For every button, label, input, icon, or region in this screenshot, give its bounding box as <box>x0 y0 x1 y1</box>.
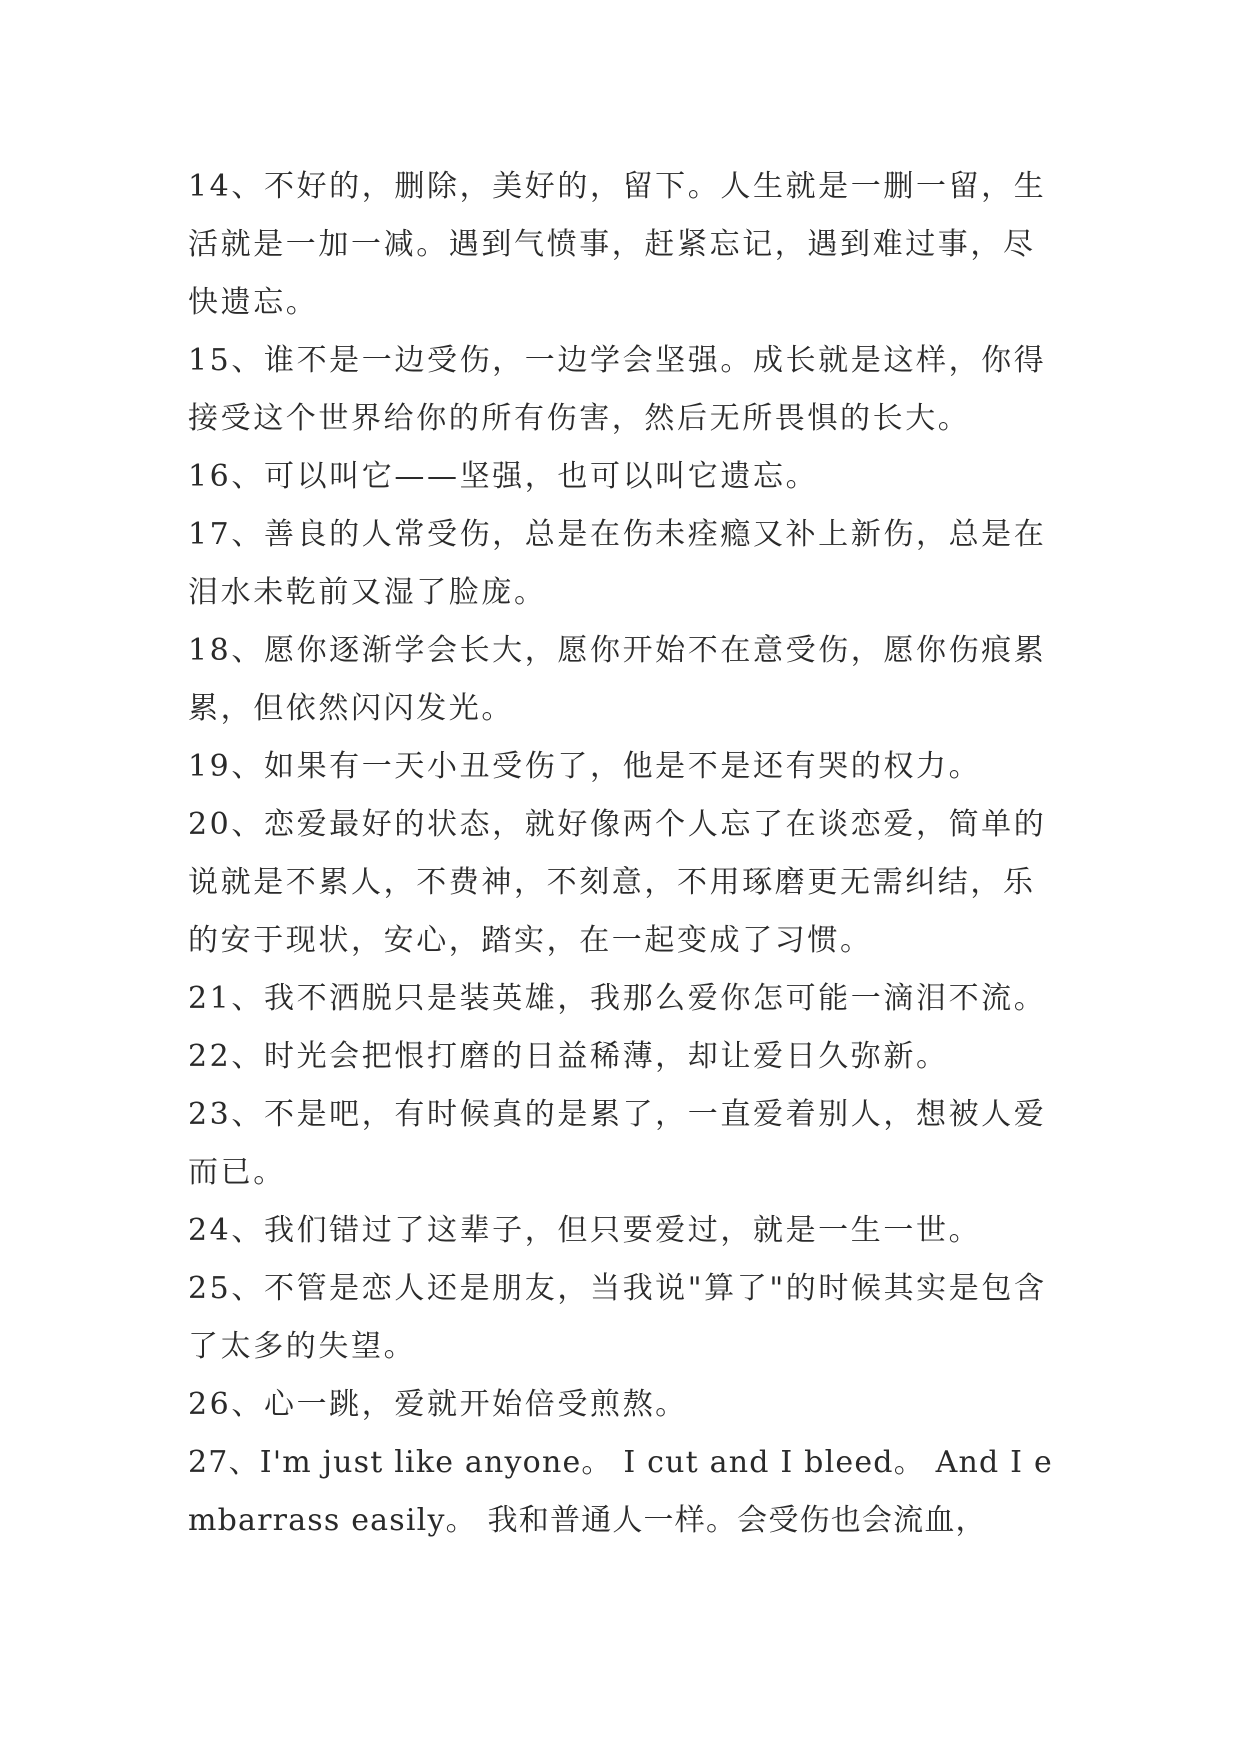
paragraph-23: 23、不是吧，有时候真的是累了，一直爱着别人，想被人爱而已。 <box>188 1097 1047 1190</box>
paragraph-19: 19、如果有一天小丑受伤了，他是不是还有哭的权力。 <box>188 749 982 784</box>
paragraph-22: 22、时光会把恨打磨的日益稀薄，却让爱日久弥新。 <box>188 1039 949 1074</box>
paragraph-25: 25、不管是恋人还是朋友，当我说"算了"的时候其实是包含了太多的失望。 <box>188 1271 1047 1364</box>
paragraph-21: 21、我不洒脱只是装英雄，我那么爱你怎可能一滴泪不流。 <box>188 981 1047 1016</box>
paragraph-26: 26、心一跳，爱就开始倍受煎熬。 <box>188 1387 688 1422</box>
paragraph-17: 17、善良的人常受伤，总是在伤未痊瘾又补上新伤，总是在泪水未乾前又湿了脸庞。 <box>188 517 1047 610</box>
paragraph-20: 20、恋爱最好的状态，就好像两个人忘了在谈恋爱，简单的说就是不累人，不费神，不刻意，不用琢磨更无需纠结，乐的安于现状，安心，踏实，在一起变成了习惯。 <box>188 807 1047 958</box>
paragraph-18: 18、愿你逐渐学会长大，愿你开始不在意受伤，愿你伤痕累累，但依然闪闪发光。 <box>188 633 1047 726</box>
paragraph-15: 15、谁不是一边受伤，一边学会坚强。成长就是这样，你得接受这个世界给你的所有伤害，然后无所畏惧的长大。 <box>188 343 1047 436</box>
paragraph-14: 14、不好的，删除，美好的，留下。人生就是一删一留，生活就是一加一减。遇到气愤事，赶紧忘记，遇到难过事，尽快遗忘。 <box>188 169 1047 320</box>
paragraph-16: 16、可以叫它——坚强，也可以叫它遗忘。 <box>188 459 819 494</box>
paragraph-24: 24、我们错过了这辈子，但只要爱过，就是一生一世。 <box>188 1213 982 1248</box>
paragraph-27: 27、I'm just like anyone。 I cut and I bleed。 And I embarrass easily。 我和普通人一样。会受伤也会流血， <box>188 1445 1053 1538</box>
document-body <box>188 158 1068 1550</box>
